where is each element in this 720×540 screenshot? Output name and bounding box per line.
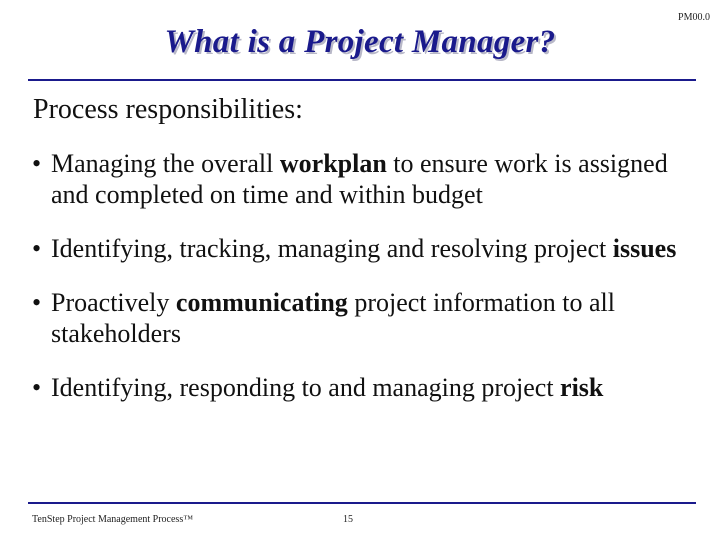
bullet-keyword: workplan xyxy=(279,149,387,178)
bullet-keyword: communicating xyxy=(175,288,348,317)
title-divider xyxy=(28,79,696,81)
bullet-text-part: Managing the overall xyxy=(51,149,280,178)
footer-process-name: TenStep Project Management Process™ xyxy=(32,514,194,525)
bullet-list xyxy=(32,148,692,426)
bullet-marker: • xyxy=(32,149,42,178)
bullet-keyword: issues xyxy=(612,234,677,263)
bullet-item xyxy=(32,372,692,403)
bullet-marker: • xyxy=(32,234,42,263)
bullet-item xyxy=(32,287,692,349)
bullet-item xyxy=(32,233,692,264)
page-number: 15 xyxy=(343,514,353,525)
bullet-text-part: Identifying, responding to and managing project xyxy=(51,373,561,402)
bullet-text-part: Proactively xyxy=(51,288,176,317)
bullet-marker: • xyxy=(32,288,42,317)
slide-title: What is a Project Manager? xyxy=(164,24,556,60)
bullet-text-part: to ensure work is assigned and completed on time and within budget xyxy=(51,149,668,209)
bullet-marker: • xyxy=(32,373,42,402)
bullet-text-part: Identifying, tracking, managing and resolving project xyxy=(51,234,613,263)
bullet-text-part: project information to all stakeholders xyxy=(51,288,615,348)
section-heading: Process responsibilities: xyxy=(33,94,303,125)
bullet-item xyxy=(32,148,692,210)
footer-divider xyxy=(28,502,696,504)
bullet-keyword: risk xyxy=(560,373,604,402)
slide-id: PM00.0 xyxy=(678,12,710,23)
